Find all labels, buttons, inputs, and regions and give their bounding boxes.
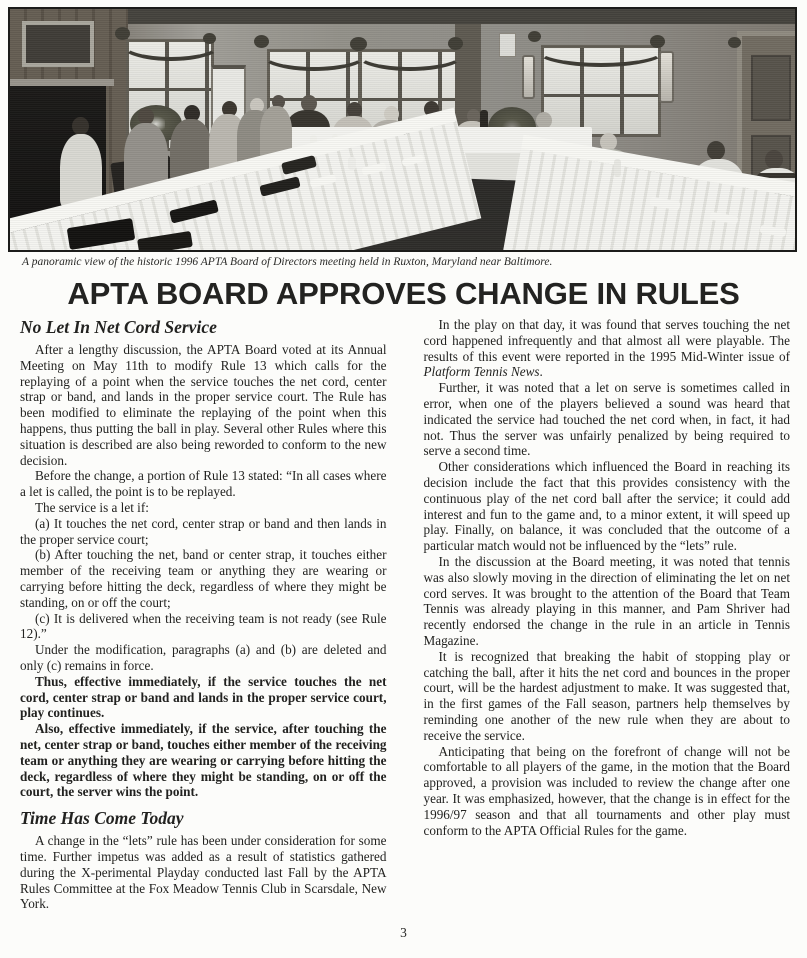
paragraph: Other considerations which influenced the Board in reaching its decision include the fact that this provides consistency with the continuous play of the net cord ball after the service; it could add interest and fun to the game and, to a minor extent, it will speed up play. Finally, on balance, it was concluded that the outcome of a particular match would not be influenced by the “lets” rule. (423, 459, 790, 554)
paragraph: In the discussion at the Board meeting, it was noted that tennis was also slowly moving in the direction of eliminating the let on net cord serves. It was brought to the attention of the Board that Team Tennis was already playing in this manner, and Pam Shriver had recently endorsed the change in the rule in an article in Tennis Magazine. (423, 553, 790, 648)
person (72, 117, 89, 135)
garland-swag (120, 27, 222, 61)
garland-cluster (528, 31, 541, 42)
section-heading: No Let In Net Cord Service (20, 317, 217, 337)
paragraph: (a) It touches the net cord, center strap or band and then lands in the proper service court; (20, 515, 387, 547)
framed-picture (22, 21, 94, 67)
paragraph: Under the modification, paragraphs (a) and (b) are deleted and only (c) remains in force. (20, 642, 387, 673)
paragraph: A change in the “lets” rule has been under consideration for some time. Further impetus was added as a result of statistics gathered during the X-perimental Playday conducted last Fall by the APTA Rules Committee at the Fox Meadow Tennis Club in Scarsdale, New York. (20, 833, 387, 912)
garland-cluster (350, 37, 367, 51)
meeting-photo (8, 7, 797, 252)
photo-caption: A panoramic view of the historic 1996 APTA Board of Directors meeting held in Ruxton, Maryland near Baltimore. (22, 256, 553, 268)
article-column-right (424, 317, 791, 912)
wall-sconce (659, 51, 674, 103)
page-title: APTA BOARD APPROVES CHANGE IN RULES (67, 276, 740, 311)
person (707, 141, 725, 160)
article-columns (20, 317, 790, 912)
garland-cluster (728, 37, 741, 48)
page-number: 3 (400, 925, 407, 940)
garland-swag (535, 33, 667, 67)
paragraph: Anticipating that being on the forefront of change will not be comfortable to all players of the game, in the motion that the Board approved, a provision was included to review the change after one year. It was emphasized, however, that the change is in effect for the 1996/97 season and that all tournaments and other play must conform to the APTA Official Rules for the game. (423, 743, 790, 838)
cup (348, 157, 356, 170)
garland-cluster (203, 33, 216, 44)
garland-cluster (650, 35, 665, 48)
garland-cluster (115, 27, 130, 40)
paragraph: (c) It is delivered when the receiving team is not ready (see Rule 12).” (20, 610, 387, 642)
garland-cluster (254, 35, 269, 48)
wall-sconce (522, 55, 535, 99)
garland-cluster (448, 37, 463, 50)
person (765, 150, 783, 169)
paragraph: It is recognized that breaking the habit of stopping play or catching the ball, after it hits the net cord and bounces in the proper court, will be the hardest adjustment to make. It was suggested that, in the first games of the Fall season, partners help themselves by reminding one another of the new rule when they are about to receive the service. (423, 648, 790, 743)
notice-paper (499, 33, 516, 57)
door-panel (751, 55, 791, 121)
section-heading: Time Has Come Today (20, 808, 184, 829)
paragraph: The service is a let if: (35, 499, 149, 515)
article-column-left (20, 317, 387, 912)
paragraph: In the play on that day, it was found that serves touching the net cord happened infrequently and that almost all were playable. The results of this event were reported in the 1995 Mid-Winter issue of Platform Tennis News. (423, 317, 790, 380)
paragraph: Thus, effective immediately, if the service touches the net cord, center strap or band and lands in the proper service court, play continues. (20, 673, 387, 721)
paragraph: Before the change, a portion of Rule 13 stated: “In all cases where a let is called, the point is to be replayed. (20, 468, 387, 500)
paragraph: (b) After touching the net, band or center strap, it touches either member of the receiving team or anything they are wearing or carrying before hitting the deck, regardless of where they might be standing, on or off the court; (20, 547, 387, 610)
cup (614, 159, 621, 177)
paragraph: Also, effective immediately, if the service, after touching the net, center strap or band, touches either member of the receiving team or anything they are wearing or carrying before hitting the deck, regardless of where they might be standing, on or off the court, the server wins the point. (20, 721, 387, 800)
paragraph: Further, it was noted that a let on serve is sometimes called in error, when one of the players believed a sound was heard that indicated the service had touched the net cord when, in fact, it had not. Thus the server was unfairly penalized by being required to serve a second time. (423, 380, 790, 459)
paragraph: After a lengthy discussion, the APTA Board voted at its Annual Meeting on May 11th to modify Rule 13 which calls for the replaying of a point when the service touches the net cord, center strap or band, and lands in the proper service court. The Rule has been modified to eliminate the replaying of the point when this happens, thus putting the ball in play. Several other Rules where this situation is described are also being reworded to conform to the new decision. (20, 342, 387, 468)
mantel (10, 79, 114, 86)
